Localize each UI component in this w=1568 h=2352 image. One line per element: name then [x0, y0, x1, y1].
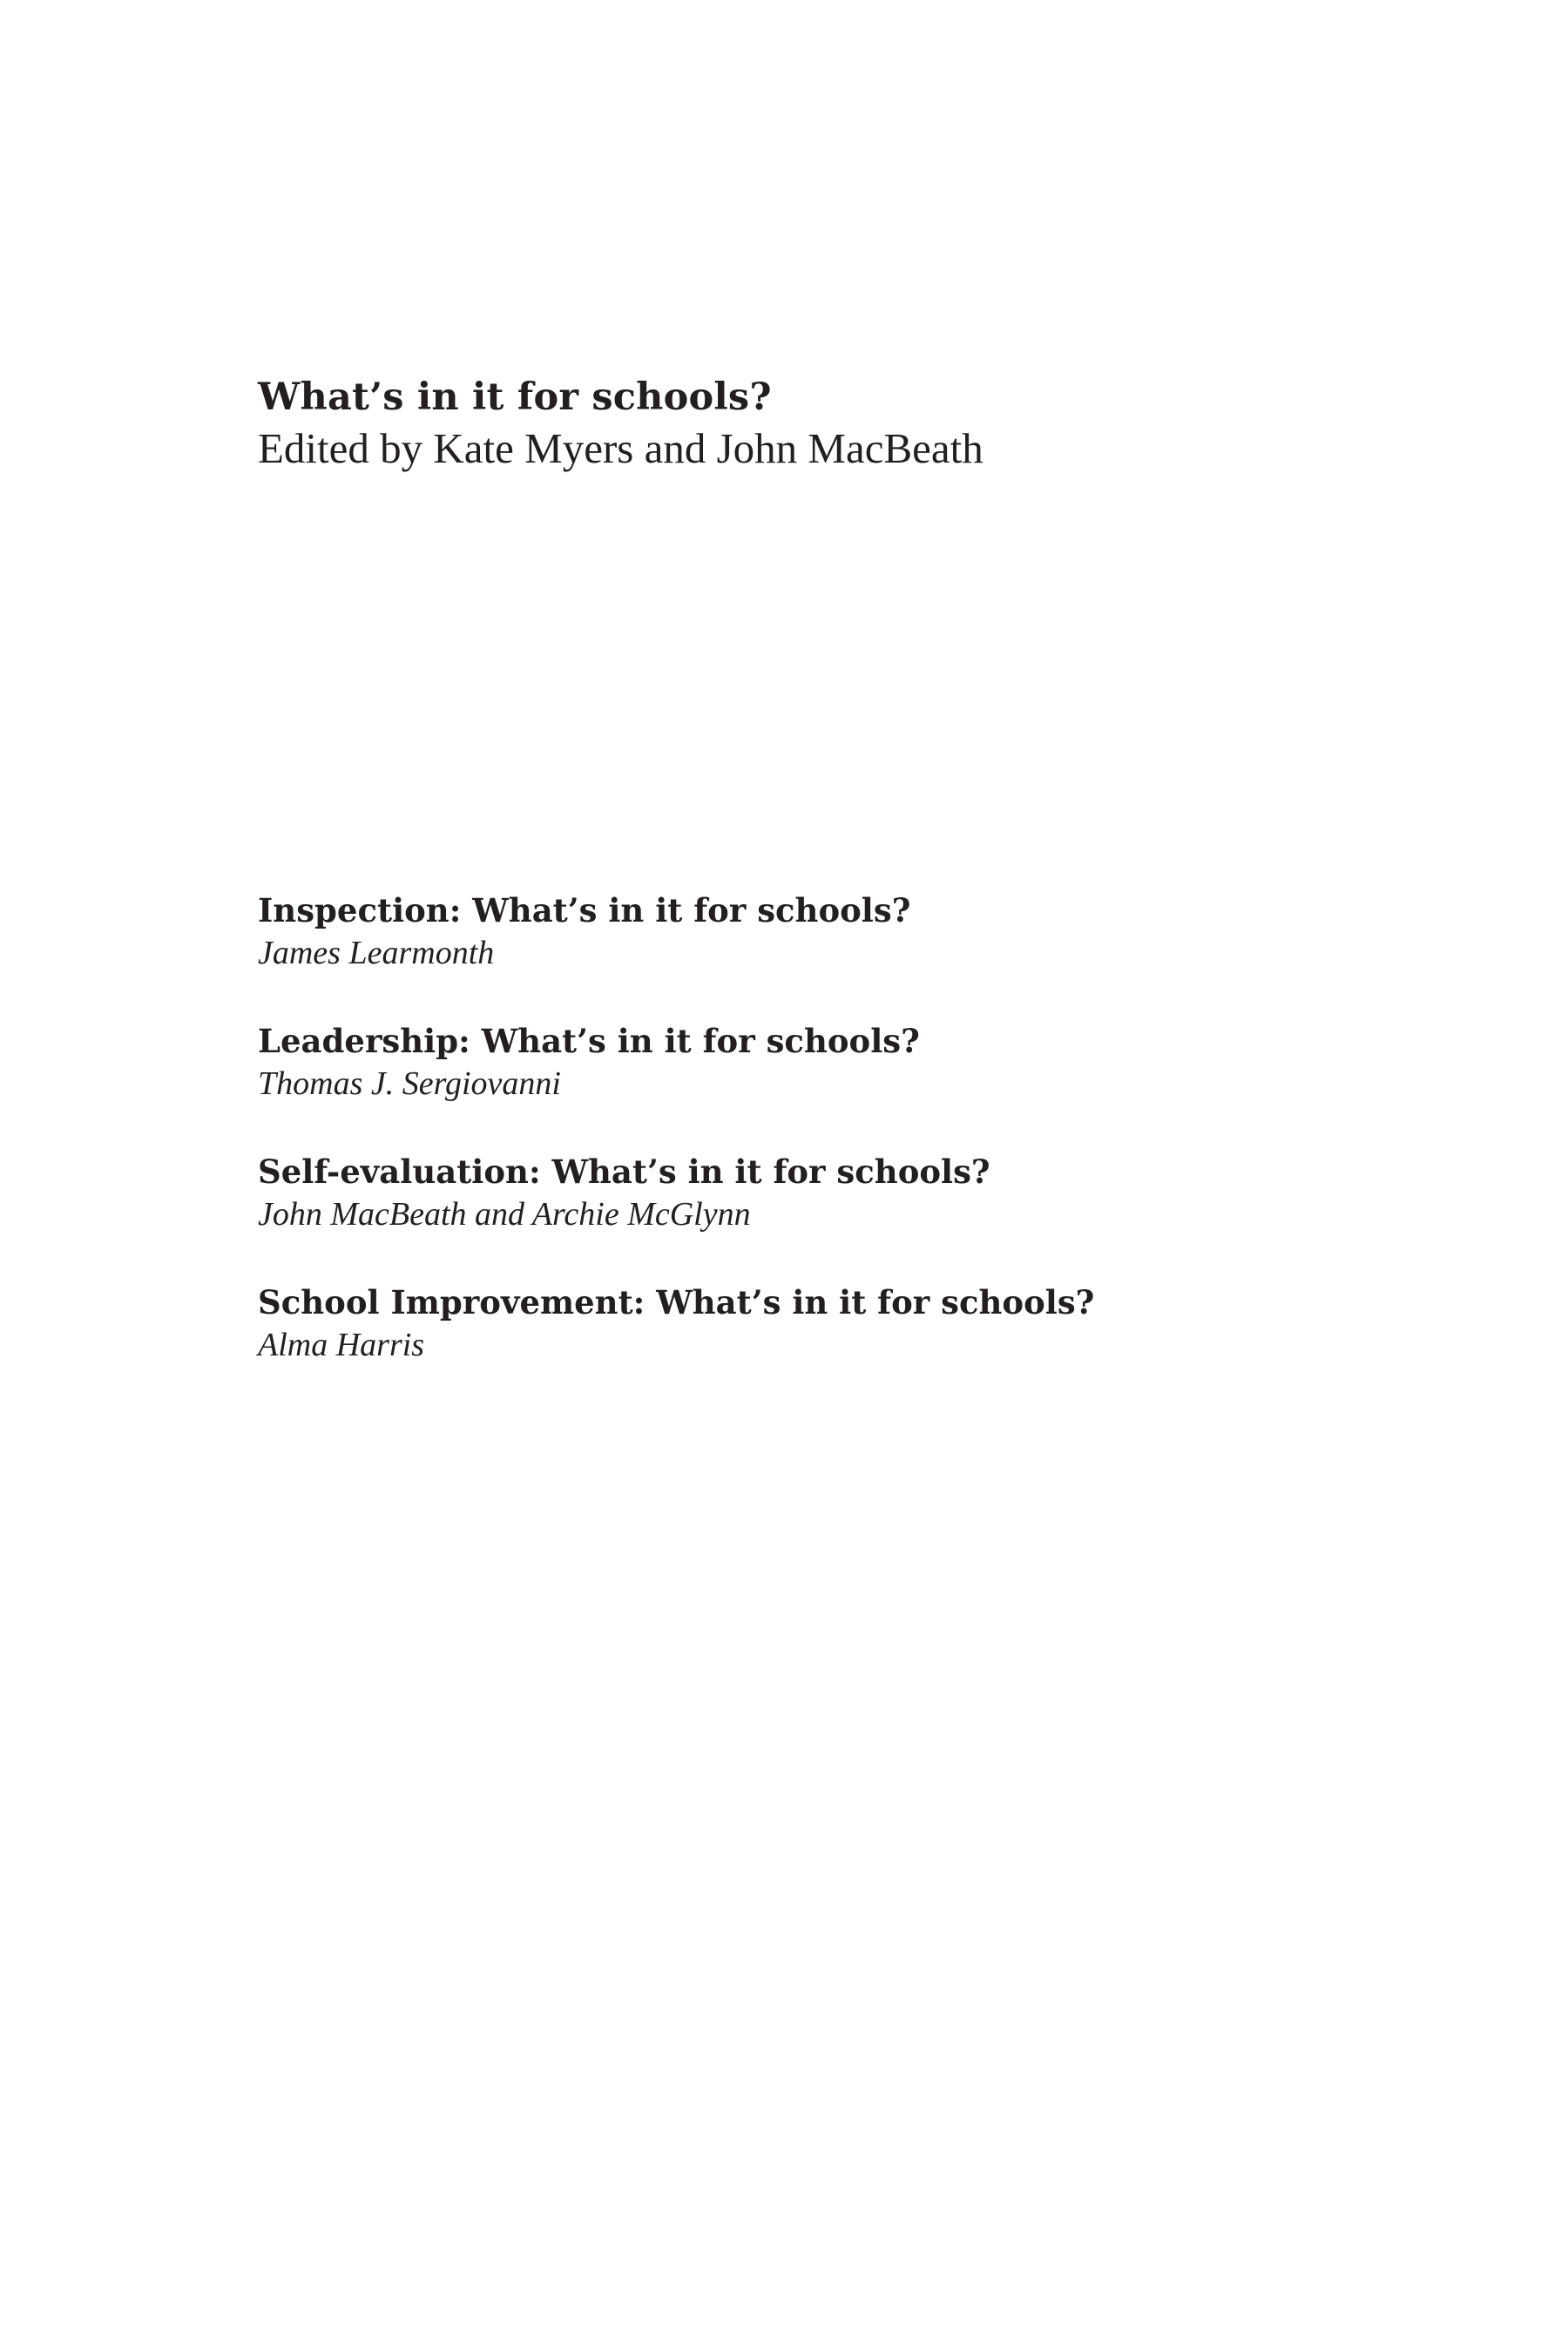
book-entry-self-evaluation	[258, 1149, 1390, 1280]
book-list	[258, 888, 1390, 1410]
book-author: James Learmonth	[258, 935, 495, 971]
book-entry-school-improvement	[258, 1280, 1390, 1410]
book-title: School Improvement: What’s in it for schools?	[258, 1283, 1095, 1321]
book-author: John MacBeath and Archie McGlynn	[258, 1196, 751, 1233]
book-title: Self-evaluation: What’s in it for schools?	[258, 1152, 990, 1191]
book-title: Inspection: What’s in it for schools?	[258, 891, 911, 929]
book-entry-inspection	[258, 888, 1390, 1018]
series-editors: Edited by Kate Myers and John MacBeath	[258, 424, 983, 472]
book-entry-leadership	[258, 1018, 1390, 1149]
book-author: Thomas J. Sergiovanni	[258, 1065, 561, 1102]
book-title: Leadership: What’s in it for schools?	[258, 1022, 920, 1060]
series-title: What’s in it for schools?	[258, 375, 772, 419]
series-header	[258, 373, 1390, 476]
book-author: Alma Harris	[258, 1327, 425, 1363]
